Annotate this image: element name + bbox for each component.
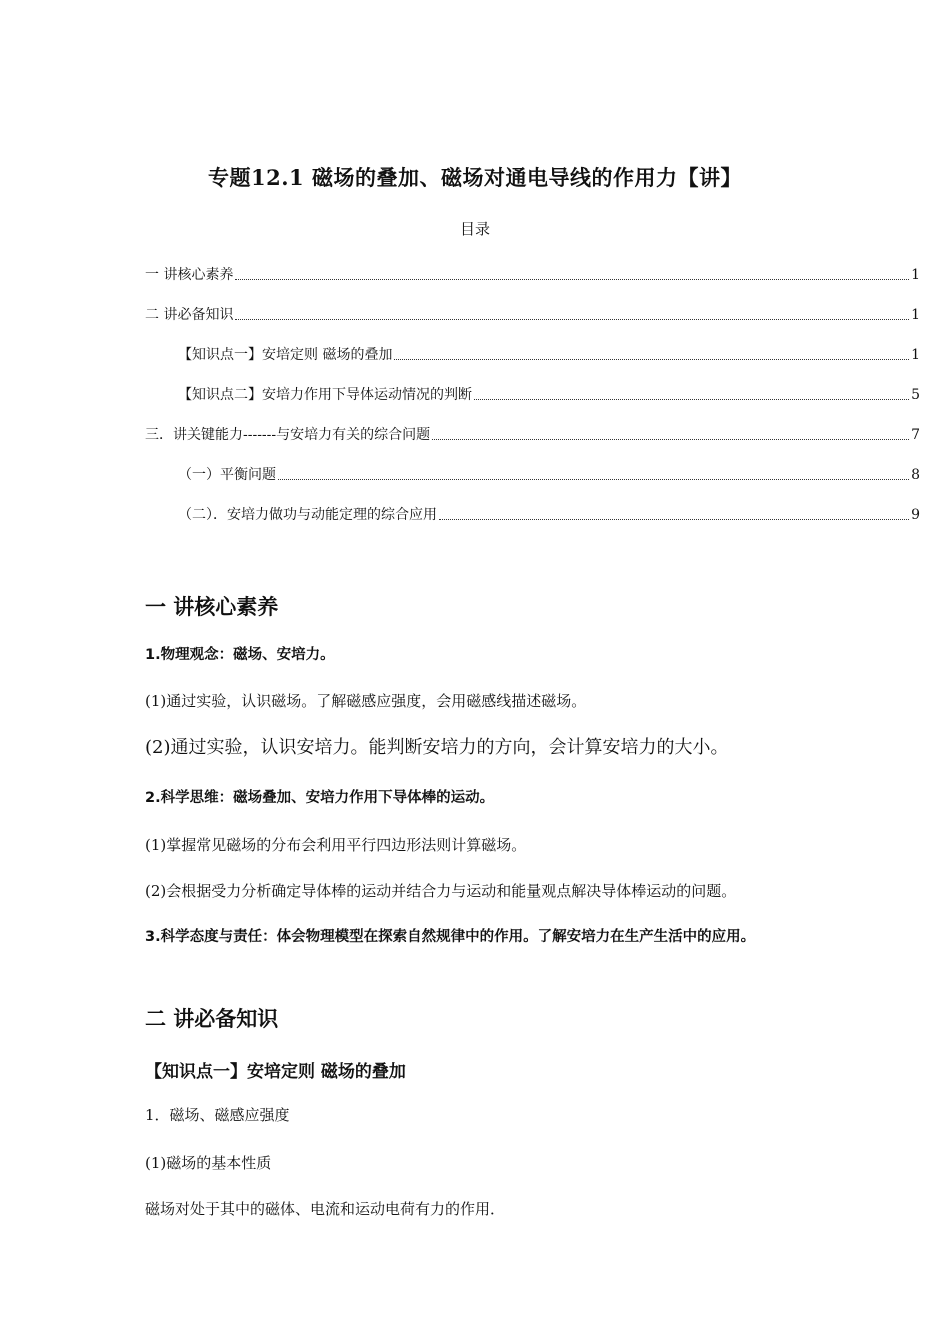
toc-entry-label: 二 讲必备知识	[145, 307, 234, 323]
section-heading-essential-knowledge: 二 讲必备知识	[145, 1007, 279, 1031]
toc-leader-dots	[278, 479, 909, 480]
toc-entry-label: （一）平衡问题	[178, 467, 276, 483]
toc-entry[interactable]	[145, 424, 920, 444]
toc-heading: 目录	[459, 220, 490, 238]
toc-entry-page: 1	[911, 267, 920, 283]
paragraph: 1.物理观念：磁场、安培力。	[145, 647, 335, 663]
paragraph: (1)磁场的基本性质	[145, 1154, 272, 1172]
paragraph: 1．磁场、磁感应强度	[145, 1106, 290, 1124]
toc-entry-page: 7	[911, 427, 920, 443]
toc-entry[interactable]	[145, 304, 920, 324]
toc-entry[interactable]	[145, 264, 920, 284]
subsection-heading: 【知识点一】安培定则 磁场的叠加	[145, 1062, 406, 1082]
toc-leader-dots	[432, 439, 909, 440]
document-title: 专题12.1 磁场的叠加、磁场对通电导线的作用力【讲】	[208, 165, 742, 190]
section-heading-core-literacy: 一 讲核心素养	[145, 595, 279, 619]
toc-entry-page: 9	[911, 507, 920, 523]
toc-leader-dots	[439, 519, 909, 520]
toc-entry-label: 【知识点二】安培力作用下导体运动情况的判断	[178, 387, 472, 403]
toc-entry[interactable]	[178, 344, 920, 364]
toc-entry-page: 1	[911, 347, 920, 363]
toc-entry[interactable]	[178, 464, 920, 484]
toc-entry-page: 8	[911, 467, 920, 483]
toc-leader-dots	[474, 399, 909, 400]
toc-entry-label: （二）．安培力做功与动能定理的综合应用	[178, 507, 437, 523]
paragraph: 磁场对处于其中的磁体、电流和运动电荷有力的作用．	[145, 1200, 506, 1218]
toc-entry-label: 一 讲核心素养	[145, 267, 234, 283]
toc-entry[interactable]	[178, 504, 920, 524]
toc-entry[interactable]	[178, 384, 920, 404]
toc-entry-page: 1	[911, 307, 920, 323]
toc-leader-dots	[235, 319, 909, 320]
paragraph: 2.科学思维：磁场叠加、安培力作用下导体棒的运动。	[145, 790, 495, 806]
paragraph: 3.科学态度与责任：体会物理模型在探索自然规律中的作用。了解安培力在生产生活中的应用。	[145, 929, 756, 945]
paragraph: (2)会根据受力分析确定导体棒的运动并结合力与运动和能量观点解决导体棒运动的问题。	[145, 882, 737, 900]
toc-leader-dots	[235, 279, 909, 280]
paragraph: (1)掌握常见磁场的分布会利用平行四边形法则计算磁场。	[145, 836, 527, 854]
toc-leader-dots	[394, 359, 909, 360]
toc-entry-page: 5	[911, 387, 920, 403]
toc-entry-label: 【知识点一】安培定则 磁场的叠加	[178, 347, 393, 363]
paragraph: (1)通过实验，认识磁场。了解磁感应强度，会用磁感线描述磁场。	[145, 692, 587, 710]
toc-entry-label: 三．讲关键能力-------与安培力有关的综合问题	[145, 427, 431, 443]
paragraph: (2)通过实验，认识安培力。能判断安培力的方向，会计算安培力的大小。	[145, 737, 729, 758]
